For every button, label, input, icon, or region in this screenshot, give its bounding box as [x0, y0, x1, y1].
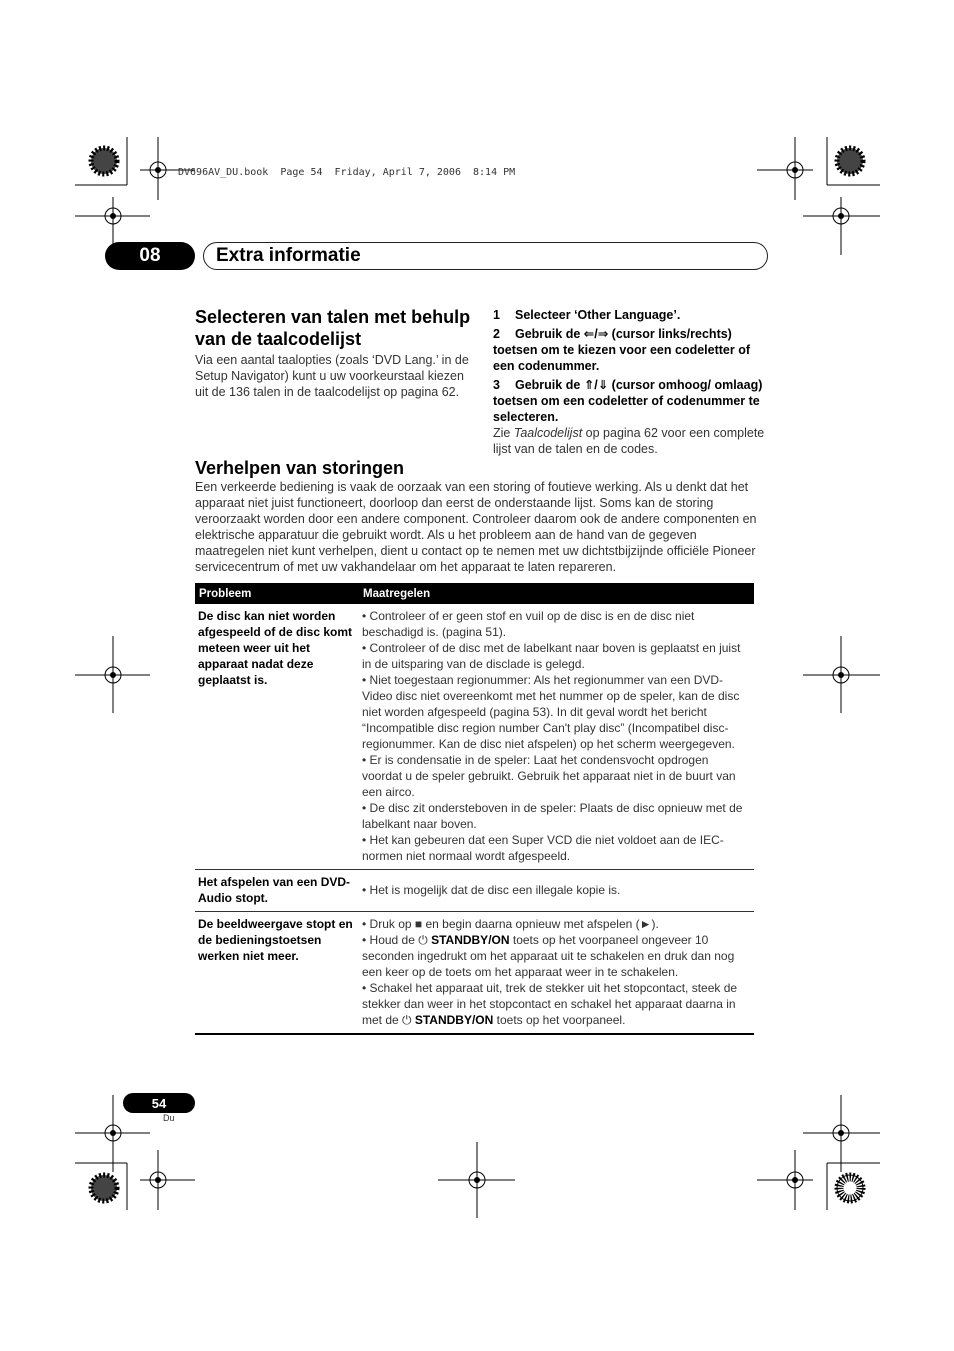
column-header-problem: Probleem: [195, 583, 359, 604]
table-row: [195, 912, 754, 1035]
step-text: Selecteer ‘Other Language’.: [515, 308, 681, 322]
remedy-item: • Controleer of de disc met de labelkant naar boven is geplaatst en juist in de uitsparing van de disclade is gelegd.: [362, 641, 741, 671]
language-steps: [493, 307, 768, 457]
problem-cell: Het afspelen van een DVD-Audio stopt.: [195, 870, 359, 912]
language-section-heading: Selecteren van talen met behulp van de taalcodelijst: [195, 307, 471, 349]
step-text: Gebruik de ⇑/⇓ (cursor omhoog/ omlaag) toetsen om een codeletter of codenummer te selecteren.: [493, 378, 763, 424]
note-suffix: op pagina 62 voor een complete lijst van de talen en de codes.: [493, 426, 765, 456]
remedy-item: • Er is condensatie in de speler: Laat het condensvocht opdrogen voordat u de speler gebruikt. Gebruik het apparaat niet in de buurt van een airco.: [362, 753, 736, 799]
remedy-item: • De disc zit ondersteboven in de speler: Plaats de disc opnieuw met de labelkant naar boven.: [362, 801, 743, 831]
step-number: 2: [493, 327, 500, 341]
remedy-cell: • Het is mogelijk dat de disc een illegale kopie is.: [359, 870, 754, 912]
remedy-item: • Druk op ■ en begin daarna opnieuw met afspelen (►).: [362, 917, 659, 931]
table-row: [195, 604, 754, 870]
remedy-text: toets op het voorpaneel ongeveer 10 seconden ingedrukt om het apparaat uit te schakelen en druk dan nog een keer op de toets om het apparaat weer in te schakelen.: [362, 933, 735, 979]
troubleshooting-intro: Een verkeerde bediening is vaak de oorzaak van een storing of foutieve werking. Als u denkt dat het apparaat niet juist functioneert, doorloop dan eerst de onderstaande lijst. Soms kan de storing veroorzaakt worden door een andere component. Controleer daarom ook de andere componenten en elektrische apparatuur die gebruikt wordt. Als u het probleem aan de hand van de gegeven maatregelen niet kunt verhelpen, dient u contact op te nemen met uw dichtstbijzijnde officiële Pioneer servicecentrum of met uw vakhandelaar om het apparaat te laten repareren.: [195, 480, 757, 574]
column-header-remedy: Maatregelen: [359, 583, 754, 604]
step-1: [493, 307, 768, 323]
problem-cell: De beeldweergave stopt en de bedieningstoetsen werken niet meer.: [195, 912, 359, 1035]
step-text: Gebruik de ⇐/⇒ (cursor links/rechts) toetsen om te kiezen voor een codeletter of een codenummer.: [493, 327, 751, 373]
standby-key-label: STANDBY/ON: [431, 933, 510, 947]
step-note: [493, 425, 768, 457]
troubleshooting-heading: Verhelpen van storingen: [195, 458, 405, 478]
table-row: [195, 870, 754, 912]
remedy-text: • Houd de ⏻: [362, 933, 432, 947]
note-link-text: Taalcodelijst: [513, 426, 583, 440]
remedy-text: toets op het voorpaneel.: [493, 1013, 626, 1027]
chapter-title: Extra informatie: [216, 245, 361, 266]
remedy-cell: [359, 912, 754, 1035]
troubleshooting-table: [195, 583, 754, 1035]
step-3: [493, 377, 768, 425]
step-2: [493, 326, 768, 374]
remedy-item: • Het kan gebeuren dat een Super VCD die niet voldoet aan de IEC-normen niet normaal wordt afgespeeld.: [362, 833, 724, 863]
language-code: Du: [163, 1113, 175, 1123]
remedy-item: [362, 980, 750, 1028]
chapter-number-badge: 08: [105, 242, 195, 270]
problem-cell: De disc kan niet worden afgespeeld of de disc komt meteen weer uit het apparaat nadat deze geplaatst is.: [195, 604, 359, 870]
book-info-line: DV696AV_DU.book Page 54 Friday, April 7, 2006 8:14 PM: [178, 167, 516, 178]
remedy-item: [362, 932, 750, 980]
remedy-text: • Schakel het apparaat uit, trek de stekker uit het stopcontact, steek de stekker dan weer in het stopcontact en schakel het apparaat daarna in met de ⏻: [362, 981, 738, 1027]
step-number: 1: [493, 308, 500, 322]
remedy-item: • Niet toegestaan regionummer: Als het regionummer van een DVD-Video disc niet overeenkomt met het nummer op de speler, kan de disc niet worden afgespeeld (pagina 53). In dit geval wordt het bericht “Incompatible disc region number Can't play disc” (Incompatibel disc-regionummer. Kan de disc niet afspelen) op het scherm weergegeven.: [362, 673, 740, 751]
standby-key-label: STANDBY/ON: [414, 1013, 494, 1027]
page-number-badge: 54: [123, 1093, 195, 1113]
remedy-item: • Controleer of er geen stof en vuil op de disc is en de disc niet beschadigd is. (pagina 51).: [362, 609, 695, 639]
language-section-intro: Via een aantal taalopties (zoals ‘DVD Lang.’ in de Setup Navigator) kunt u uw voorkeurstaal kiezen uit de 136 talen in de taalcodelijst op pagina 62.: [195, 353, 469, 399]
table-header-row: [195, 583, 754, 604]
step-number: 3: [493, 378, 500, 392]
note-prefix: Zie: [493, 426, 514, 440]
remedy-cell: [359, 604, 754, 870]
